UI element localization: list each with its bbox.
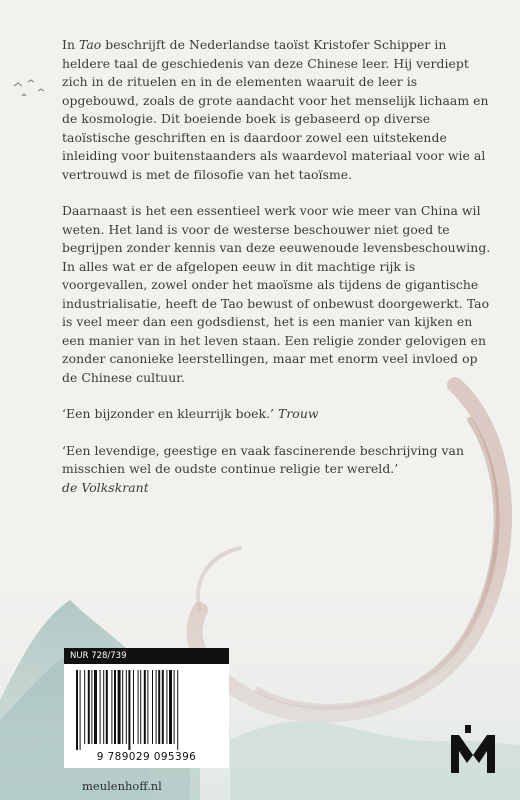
publisher-url: meulenhoff.nl — [82, 779, 162, 793]
barcode-bar — [126, 670, 127, 744]
barcode-bar — [88, 670, 90, 744]
barcode-bar — [118, 670, 121, 744]
barcode-bar — [133, 670, 134, 744]
barcode-bar — [152, 670, 153, 744]
barcode-bar — [94, 670, 97, 744]
birds — [14, 80, 44, 96]
description-paragraph-2: Daarnaast is het een essentieel werk voor wie meer van China wil weten. Het land is voor de westerse beschouwer niet goed te begrijpen zonder kennis van deze eeuwenoude levensbeschouwing. In alles wat er de afgelopen eeuw in dit machtige rijk is voorgevallen, zowel onder het maoïsme als tijdens de gigantische industrialisatie, heeft de Tao bewust of onbewust doorgewerkt. Tao is veel meer dan een godsdienst, het is een manier van kijken en een manier van in het leven staan. Een religie zonder gelovigen en zonder canonieke leerstellingen, maar met enorm veel invloed op de Chinese cultuur. — [62, 203, 491, 385]
review-source: de Volkskrant — [62, 479, 149, 495]
barcode-bar — [174, 670, 175, 744]
barcode-bar — [76, 670, 78, 750]
barcode-bar — [91, 670, 92, 744]
review-quote-2: ‘Een levendige, geestige en vaak fascinerende beschrijving van misschien wel de oudste continue religie ter wereld.’ de Volkskrant — [62, 442, 464, 495]
review-source: Trouw — [278, 406, 319, 421]
barcode-bar — [140, 670, 141, 744]
barcode-bar — [162, 670, 164, 744]
back-cover-text — [62, 36, 492, 515]
book-title: Tao — [78, 37, 102, 52]
barcode-bar — [100, 670, 101, 744]
description-paragraph-1: In Tao beschrijft de Nederlandse taoïst Kristofer Schipper in heldere taal de geschiedenis van deze Chinese leer. Hij verdiept zich in de rituelen en in de elementen waaruit de leer is opgebouwd, zoals de grote aandacht voor het menselijk lichaam en de kosmologie. Dit boeiende boek is gebaseerd op diverse taoïstische geschriften en is daardoor zowel een uitstekende inleiding voor buitenstaanders als waardevol materiaal voor wie al vertrouwd is met de filosofie van het taoïsme. — [62, 37, 489, 182]
barcode-bar — [111, 670, 112, 744]
barcode-bar — [156, 670, 157, 744]
isbn-barcode-box — [64, 648, 229, 768]
barcode-bar — [158, 670, 160, 744]
barcode-bar — [114, 670, 116, 744]
barcode-bar — [147, 670, 148, 744]
review-quote-1: ‘Een bijzonder en kleurrijk boek.’ Trouw — [62, 406, 319, 421]
barcode-bar — [144, 670, 146, 744]
barcode-bar — [80, 670, 81, 750]
barcode-bar — [103, 670, 104, 744]
nur-code: NUR 728/739 — [64, 648, 229, 664]
meulenhoff-logo-icon — [447, 725, 505, 777]
barcode-bar — [128, 670, 130, 750]
barcode-bar — [106, 670, 108, 744]
barcode-bar — [166, 670, 167, 744]
barcode-bar — [177, 670, 178, 750]
barcode-icon — [74, 670, 219, 750]
ean-number: 9 789029 095396 — [96, 751, 197, 763]
barcode-bar — [138, 670, 139, 744]
barcode-bar — [122, 670, 123, 744]
barcode-bar — [84, 670, 85, 744]
barcode-bar — [169, 670, 172, 744]
